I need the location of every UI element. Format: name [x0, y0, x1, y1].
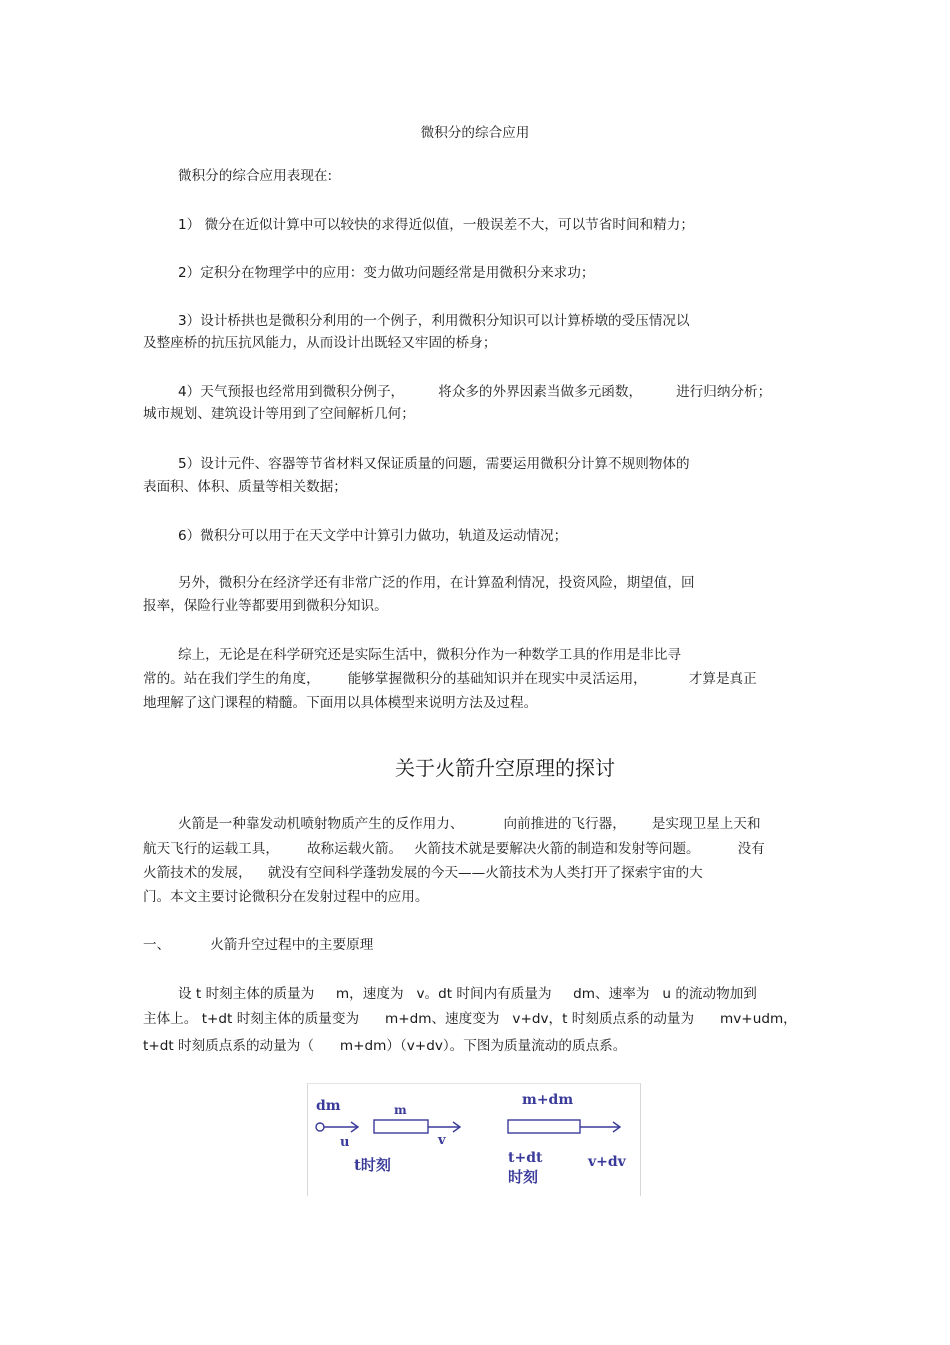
- summary-part-3: 才算是真正: [688, 671, 757, 687]
- item-5-line-2: 表面积、体积、质量等相关数据；: [143, 479, 347, 495]
- summary-part-2: 能够掌握微积分的基础知识并在现实中灵活运用，: [347, 671, 647, 687]
- rocket-line-2: [143, 840, 765, 858]
- item-4-line-1: [178, 383, 771, 401]
- rocket-line-3: [143, 864, 703, 882]
- rocket-part-c1: 火箭技术的发展，: [143, 865, 252, 881]
- rocket-part-b3: 火箭技术就是要解决火箭的制造和发射等问题。: [414, 841, 700, 857]
- label-m: m: [394, 1103, 407, 1117]
- subsection-heading: [143, 936, 373, 954]
- item-6: 6）微积分可以用于在天文学中计算引力做功，轨道及运动情况；: [178, 528, 568, 544]
- model-line-2: 主体上。 t+dt 时刻主体的质量变为 m+dm、速度变为 v+dv，t 时刻质点系的动量为 mv+udm，: [143, 1011, 797, 1027]
- economics-line-2: 报率，保险行业等都要用到微积分知识。: [143, 598, 388, 614]
- summary-part-1: 常的。站在我们学生的角度，: [143, 671, 320, 687]
- item-4-part-1: 4）天气预报也经常用到微积分例子，: [178, 384, 405, 400]
- body-rect-t: [374, 1120, 428, 1133]
- label-moment: 时刻: [508, 1168, 539, 1186]
- item-2: 2）定积分在物理学中的应用：变力做功问题经常是用微积分来求功；: [178, 265, 595, 281]
- label-dm: dm: [316, 1098, 341, 1114]
- rocket-part-b1: 航天飞行的运载工具，: [143, 841, 279, 857]
- item-5-line-1: 5）设计元件、容器等节省材料又保证质量的问题，需要运用微积分计算不规则物体的: [178, 456, 690, 472]
- item-1: 1） 微分在近似计算中可以较快的求得近似值，一般误差不大，可以节省时间和精力；: [178, 217, 694, 233]
- subsection-number: 一、: [143, 937, 171, 953]
- mass-flow-figure: [307, 1083, 641, 1196]
- subsection-title: 火箭升空过程中的主要原理: [210, 937, 374, 953]
- rocket-part-c2: 就没有空间科学蓬勃发展的今天——火箭技术为人类打开了探索宇宙的大: [267, 865, 703, 881]
- rocket-part-a1: 火箭是一种靠发动机喷射物质产生的反作用力、: [178, 816, 464, 832]
- model-line-1: 设 t 时刻主体的质量为 m，速度为 v。dt 时间内有质量为 dm、速率为 u 的流动物加到: [178, 986, 757, 1002]
- summary-line-1: 综上，无论是在科学研究还是实际生活中，微积分作为一种数学工具的作用是非比寻: [178, 647, 681, 663]
- item-4-line-2: 城市规划、建筑设计等用到了空间解析几何；: [143, 406, 415, 422]
- flow-particle-icon: [316, 1123, 324, 1131]
- rocket-line-1: [178, 815, 761, 833]
- rocket-part-a3: 是实现卫星上天和: [651, 816, 761, 832]
- item-3-line-1: 3）设计桥拱也是微积分利用的一个例子，利用微积分知识可以计算桥墩的受压情况以: [178, 313, 690, 329]
- label-m-dm: m+dm: [522, 1092, 574, 1108]
- label-v: v: [438, 1133, 446, 1148]
- label-t-dt: t+dt: [508, 1150, 543, 1166]
- mass-flow-diagram: [308, 1084, 640, 1196]
- item-4-part-3: 进行归纳分析；: [676, 384, 772, 400]
- rocket-part-a2: 向前推进的飞行器，: [503, 816, 626, 832]
- section-title: 关于火箭升空原理的探讨: [395, 756, 615, 780]
- document-title: 微积分的综合应用: [420, 125, 530, 141]
- body-rect-tdt: [508, 1120, 580, 1133]
- model-line-3: t+dt 时刻质点系的动量为（ m+dm）（v+dv）。下图为质量流动的质点系。: [143, 1038, 627, 1054]
- economics-line-1: 另外，微积分在经济学还有非常广泛的作用，在计算盈利情况，投资风险，期望值，回: [178, 575, 695, 591]
- item-4-part-2: 将众多的外界因素当做多元函数，: [438, 384, 643, 400]
- label-v-dv: v+dv: [588, 1154, 626, 1170]
- label-u: u: [340, 1135, 350, 1150]
- item-3-line-2: 及整座桥的抗压抗风能力，从而设计出既轻又牢固的桥身；: [143, 335, 497, 351]
- rocket-part-b4: 没有: [737, 841, 765, 857]
- intro-line: 微积分的综合应用表现在:: [178, 168, 333, 184]
- summary-line-2: [143, 670, 757, 688]
- summary-line-3: 地理解了这门课程的精髓。下面用以具体模型来说明方法及过程。: [143, 695, 538, 711]
- label-t-moment: t时刻: [354, 1156, 391, 1174]
- rocket-part-b2: 故称运载火箭。: [306, 841, 403, 857]
- rocket-line-4: 门。本文主要讨论微积分在发射过程中的应用。: [143, 889, 429, 905]
